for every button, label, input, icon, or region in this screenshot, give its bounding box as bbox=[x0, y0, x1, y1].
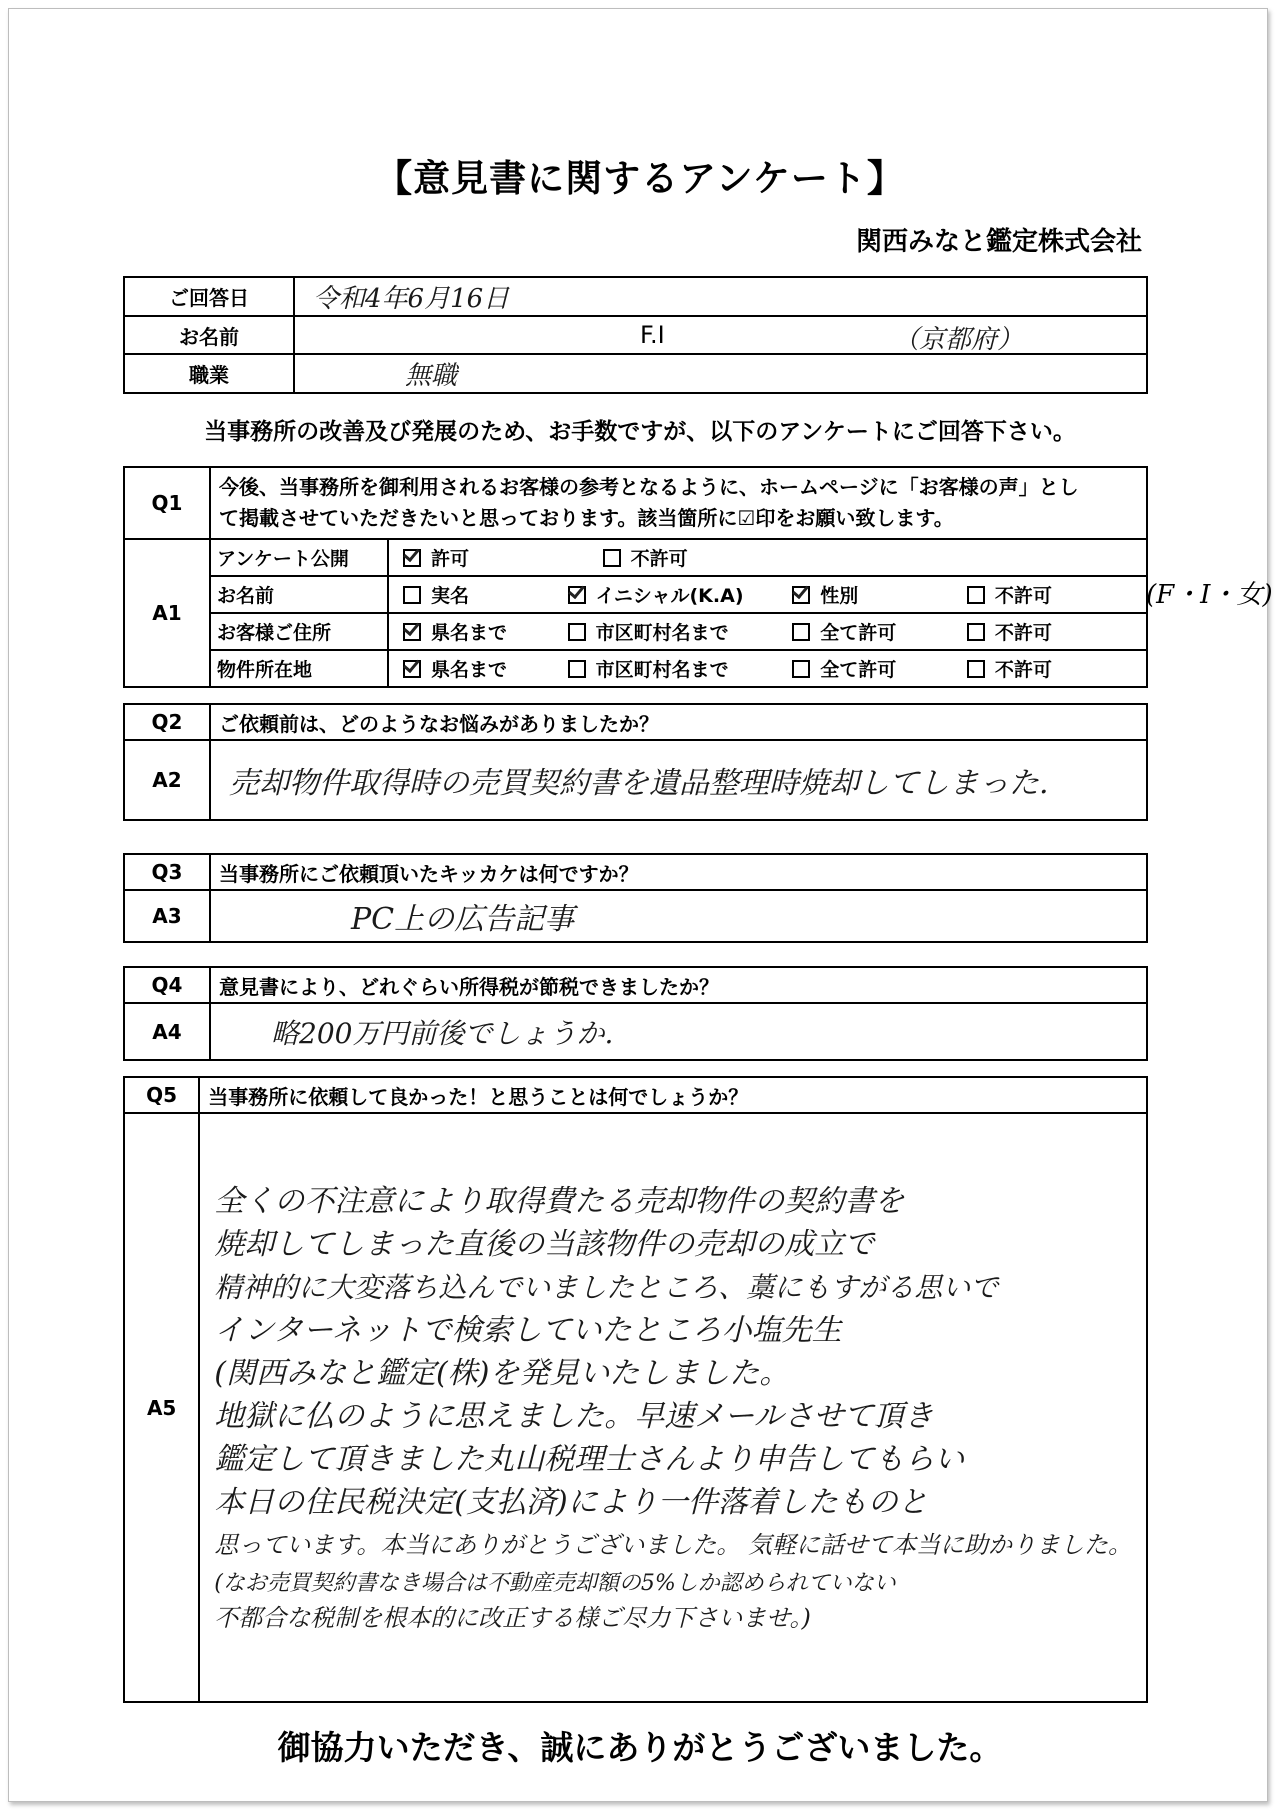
checkbox-icon[interactable] bbox=[568, 660, 586, 678]
option-prefecture[interactable]: 県名まで bbox=[403, 655, 533, 682]
a5-line: 思っています。本当にありがとうございました。 気軽に話せて本当に助かりました。 bbox=[214, 1531, 1132, 1559]
a4-label: A4 bbox=[124, 1003, 210, 1060]
a2-label: A2 bbox=[124, 740, 210, 820]
intro-text: 当事務所の改善及び発展のため、お手数ですが、以下のアンケートにご回答下さい。 bbox=[204, 419, 1076, 445]
name-label: お名前 bbox=[124, 316, 294, 354]
a5-line: 鑑定して頂きました丸山税理士さんより申告してもらい bbox=[214, 1442, 965, 1477]
option-permit[interactable]: 許可 bbox=[403, 544, 568, 571]
q4-question: 意見書により、どれぐらい所得税が節税できましたか？ bbox=[210, 967, 1147, 1003]
q4-label: Q4 bbox=[124, 967, 210, 1003]
a5-line: 焼却してしまった直後の当該物件の売却の成立で bbox=[214, 1227, 875, 1262]
option-city[interactable]: 市区町村名まで bbox=[568, 655, 758, 682]
a1-options-name bbox=[388, 576, 1147, 613]
q5-question: 当事務所に依頼して良かった！と思うことは何でしょうか？ bbox=[199, 1077, 1147, 1113]
a3-answer: PC上の広告記事 bbox=[210, 890, 1147, 942]
a2-answer: 売却物件取得時の売買契約書を遺品整理時焼却してしまった. bbox=[210, 740, 1147, 820]
a1-row-label-public: アンケート公開 bbox=[210, 539, 388, 576]
a1-options-address bbox=[388, 613, 1147, 650]
company-name: 関西みなと鑑定株式会社 bbox=[855, 227, 1142, 257]
q2-table bbox=[123, 703, 1148, 821]
answer-date-label: ご回答日 bbox=[124, 277, 294, 316]
answer-date-value: 令和4年6月16日 bbox=[294, 277, 1147, 316]
q1-question-line-1: 今後、当事務所を御利用されるお客様の参考となるように、ホームページに「お客様の声」とし bbox=[219, 475, 1079, 499]
a5-line: 精神的に大変落ち込んでいましたところ、藁にもすがる思いで bbox=[214, 1271, 999, 1304]
a1-row-label-property: 物件所在地 bbox=[210, 650, 388, 687]
a5-line: 不都合な税制を根本的に改正する様ご尽力下さいませ。) bbox=[214, 1604, 811, 1632]
checkbox-icon[interactable] bbox=[792, 623, 810, 641]
q3-question: 当事務所にご依頼頂いたキッカケは何ですか？ bbox=[210, 854, 1147, 890]
name-cell bbox=[294, 316, 1147, 354]
checkbox-icon[interactable] bbox=[967, 586, 985, 604]
q1-table bbox=[123, 466, 1148, 688]
a5-line: 地獄に仏のように思えました。早速メールさせて頂き bbox=[214, 1399, 934, 1434]
option-city[interactable]: 市区町村名まで bbox=[568, 618, 758, 645]
option-deny[interactable]: 不許可 bbox=[967, 618, 1052, 645]
footer-thanks: 御協力いただき、誠にありがとうございました。 bbox=[277, 1728, 1003, 1767]
a5-line: 本日の住民税決定(支払済)により一件落着したものと bbox=[214, 1485, 928, 1520]
q2-label: Q2 bbox=[124, 704, 210, 740]
a5-line: (関西みなと鑑定(株)を発見いたしました。 bbox=[214, 1356, 790, 1391]
checkbox-icon[interactable] bbox=[967, 660, 985, 678]
q1-question bbox=[210, 467, 1147, 539]
checkbox-icon[interactable] bbox=[603, 549, 621, 567]
checkbox-icon[interactable] bbox=[967, 623, 985, 641]
q3-table bbox=[123, 853, 1148, 943]
q1-label: Q1 bbox=[124, 467, 210, 539]
option-all[interactable]: 全て許可 bbox=[792, 655, 932, 682]
checkbox-icon[interactable] bbox=[568, 623, 586, 641]
option-deny[interactable]: 不許可 bbox=[967, 581, 1052, 608]
a1-options-property bbox=[388, 650, 1147, 687]
option-real-name[interactable]: 実名 bbox=[403, 581, 533, 608]
option-gender[interactable]: 性別 bbox=[792, 581, 932, 608]
a1-label: A1 bbox=[124, 539, 210, 687]
q1-question-line-2: て掲載させていただきたいと思っております。該当箇所に☑印をお願い致します。 bbox=[219, 506, 954, 530]
a5-line: 全くの不注意により取得費たる売却物件の契約書を bbox=[214, 1184, 905, 1219]
answer-date-row bbox=[124, 277, 1147, 316]
q3-label: Q3 bbox=[124, 854, 210, 890]
prefecture-value: （京都府） bbox=[893, 325, 1024, 355]
a1-options-public bbox=[388, 539, 1147, 576]
page-title: 【意見書に関するアンケート】 bbox=[375, 157, 905, 200]
checkbox-checked-icon[interactable] bbox=[403, 660, 421, 678]
option-all[interactable]: 全て許可 bbox=[792, 618, 932, 645]
q5-label: Q5 bbox=[124, 1077, 199, 1113]
checkbox-checked-icon[interactable] bbox=[792, 586, 810, 604]
occupation-label: 職業 bbox=[124, 354, 294, 393]
option-prefecture[interactable]: 県名まで bbox=[403, 618, 533, 645]
checkbox-icon[interactable] bbox=[792, 660, 810, 678]
a5-label: A5 bbox=[124, 1113, 199, 1702]
checkbox-checked-icon[interactable] bbox=[403, 623, 421, 641]
option-deny[interactable]: 不許可 bbox=[967, 655, 1052, 682]
checkbox-icon[interactable] bbox=[403, 586, 421, 604]
checkbox-checked-icon[interactable] bbox=[568, 586, 586, 604]
margin-note: (F・I・女) bbox=[1146, 580, 1273, 610]
a5-line: (なお売買契約書なき場合は不動産売却額の5%しか認められていない bbox=[214, 1571, 896, 1596]
q4-table bbox=[123, 966, 1148, 1061]
a1-row-label-address: お客様ご住所 bbox=[210, 613, 388, 650]
option-initials[interactable]: イニシャル(K.A) bbox=[568, 581, 758, 608]
a5-line: インターネットで検索していたところ小塩先生 bbox=[214, 1313, 842, 1348]
name-row bbox=[124, 316, 1147, 354]
occupation-value: 無職 bbox=[294, 354, 1147, 393]
a3-label: A3 bbox=[124, 890, 210, 942]
q2-question: ご依頼前は、どのようなお悩みがありましたか？ bbox=[210, 704, 1147, 740]
a1-row-label-name: お名前 bbox=[210, 576, 388, 613]
q5-table bbox=[123, 1076, 1148, 1703]
option-deny[interactable]: 不許可 bbox=[603, 544, 688, 571]
respondent-info-table bbox=[123, 276, 1148, 394]
occupation-row bbox=[124, 354, 1147, 393]
a4-answer: 略200万円前後でしょうか. bbox=[210, 1003, 1147, 1060]
a5-answer bbox=[199, 1113, 1147, 1702]
name-value: F.I bbox=[640, 321, 665, 349]
checkbox-checked-icon[interactable] bbox=[403, 549, 421, 567]
